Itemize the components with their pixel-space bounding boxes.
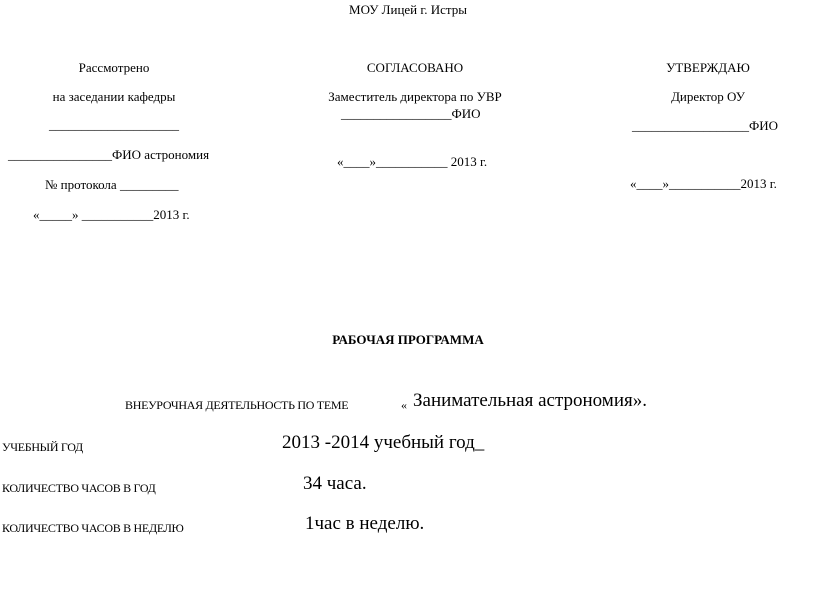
- right-title: УТВЕРЖДАЮ: [666, 60, 750, 75]
- year-label: УЧЕБНЫЙ ГОД: [2, 440, 83, 454]
- hours-year-value: 34 часа.: [303, 473, 367, 494]
- left-date: «_____» ___________2013 г.: [33, 207, 190, 222]
- year-value: 2013 -2014 учебный год_: [282, 432, 485, 453]
- left-signature-line: ____________________: [49, 117, 179, 132]
- left-line: на заседании кафедры: [52, 89, 176, 104]
- hours-year-label: КОЛИЧЕСТВО ЧАСОВ В ГОД: [2, 481, 156, 495]
- center-line: Заместитель директора по УВР: [328, 89, 502, 104]
- topic-open-quote: «: [401, 398, 407, 412]
- right-date: «____»___________2013 г.: [630, 176, 777, 191]
- school-name: МОУ Лицей г. Истры: [349, 2, 467, 17]
- left-protocol: № протокола _________: [45, 177, 179, 192]
- topic-value: Занимательная астрономия».: [413, 390, 647, 411]
- left-fio: ________________ФИО астрономия: [8, 147, 210, 162]
- program-title: РАБОЧАЯ ПРОГРАММА: [332, 332, 484, 347]
- right-line: Директор ОУ: [671, 89, 745, 104]
- hours-week-label: КОЛИЧЕСТВО ЧАСОВ В НЕДЕЛЮ: [2, 521, 184, 535]
- center-fio: _________________ФИО: [341, 106, 481, 121]
- left-title: Рассмотрено: [78, 60, 150, 75]
- center-title: СОГЛАСОВАНО: [366, 60, 464, 75]
- topic-label: ВНЕУРОЧНАЯ ДЕЯТЕЛЬНОСТЬ ПО ТЕМЕ: [125, 398, 349, 412]
- hours-week-value: 1час в неделю.: [305, 513, 425, 534]
- center-date: «____»___________ 2013 г.: [337, 154, 488, 169]
- right-fio: __________________ФИО: [632, 118, 779, 133]
